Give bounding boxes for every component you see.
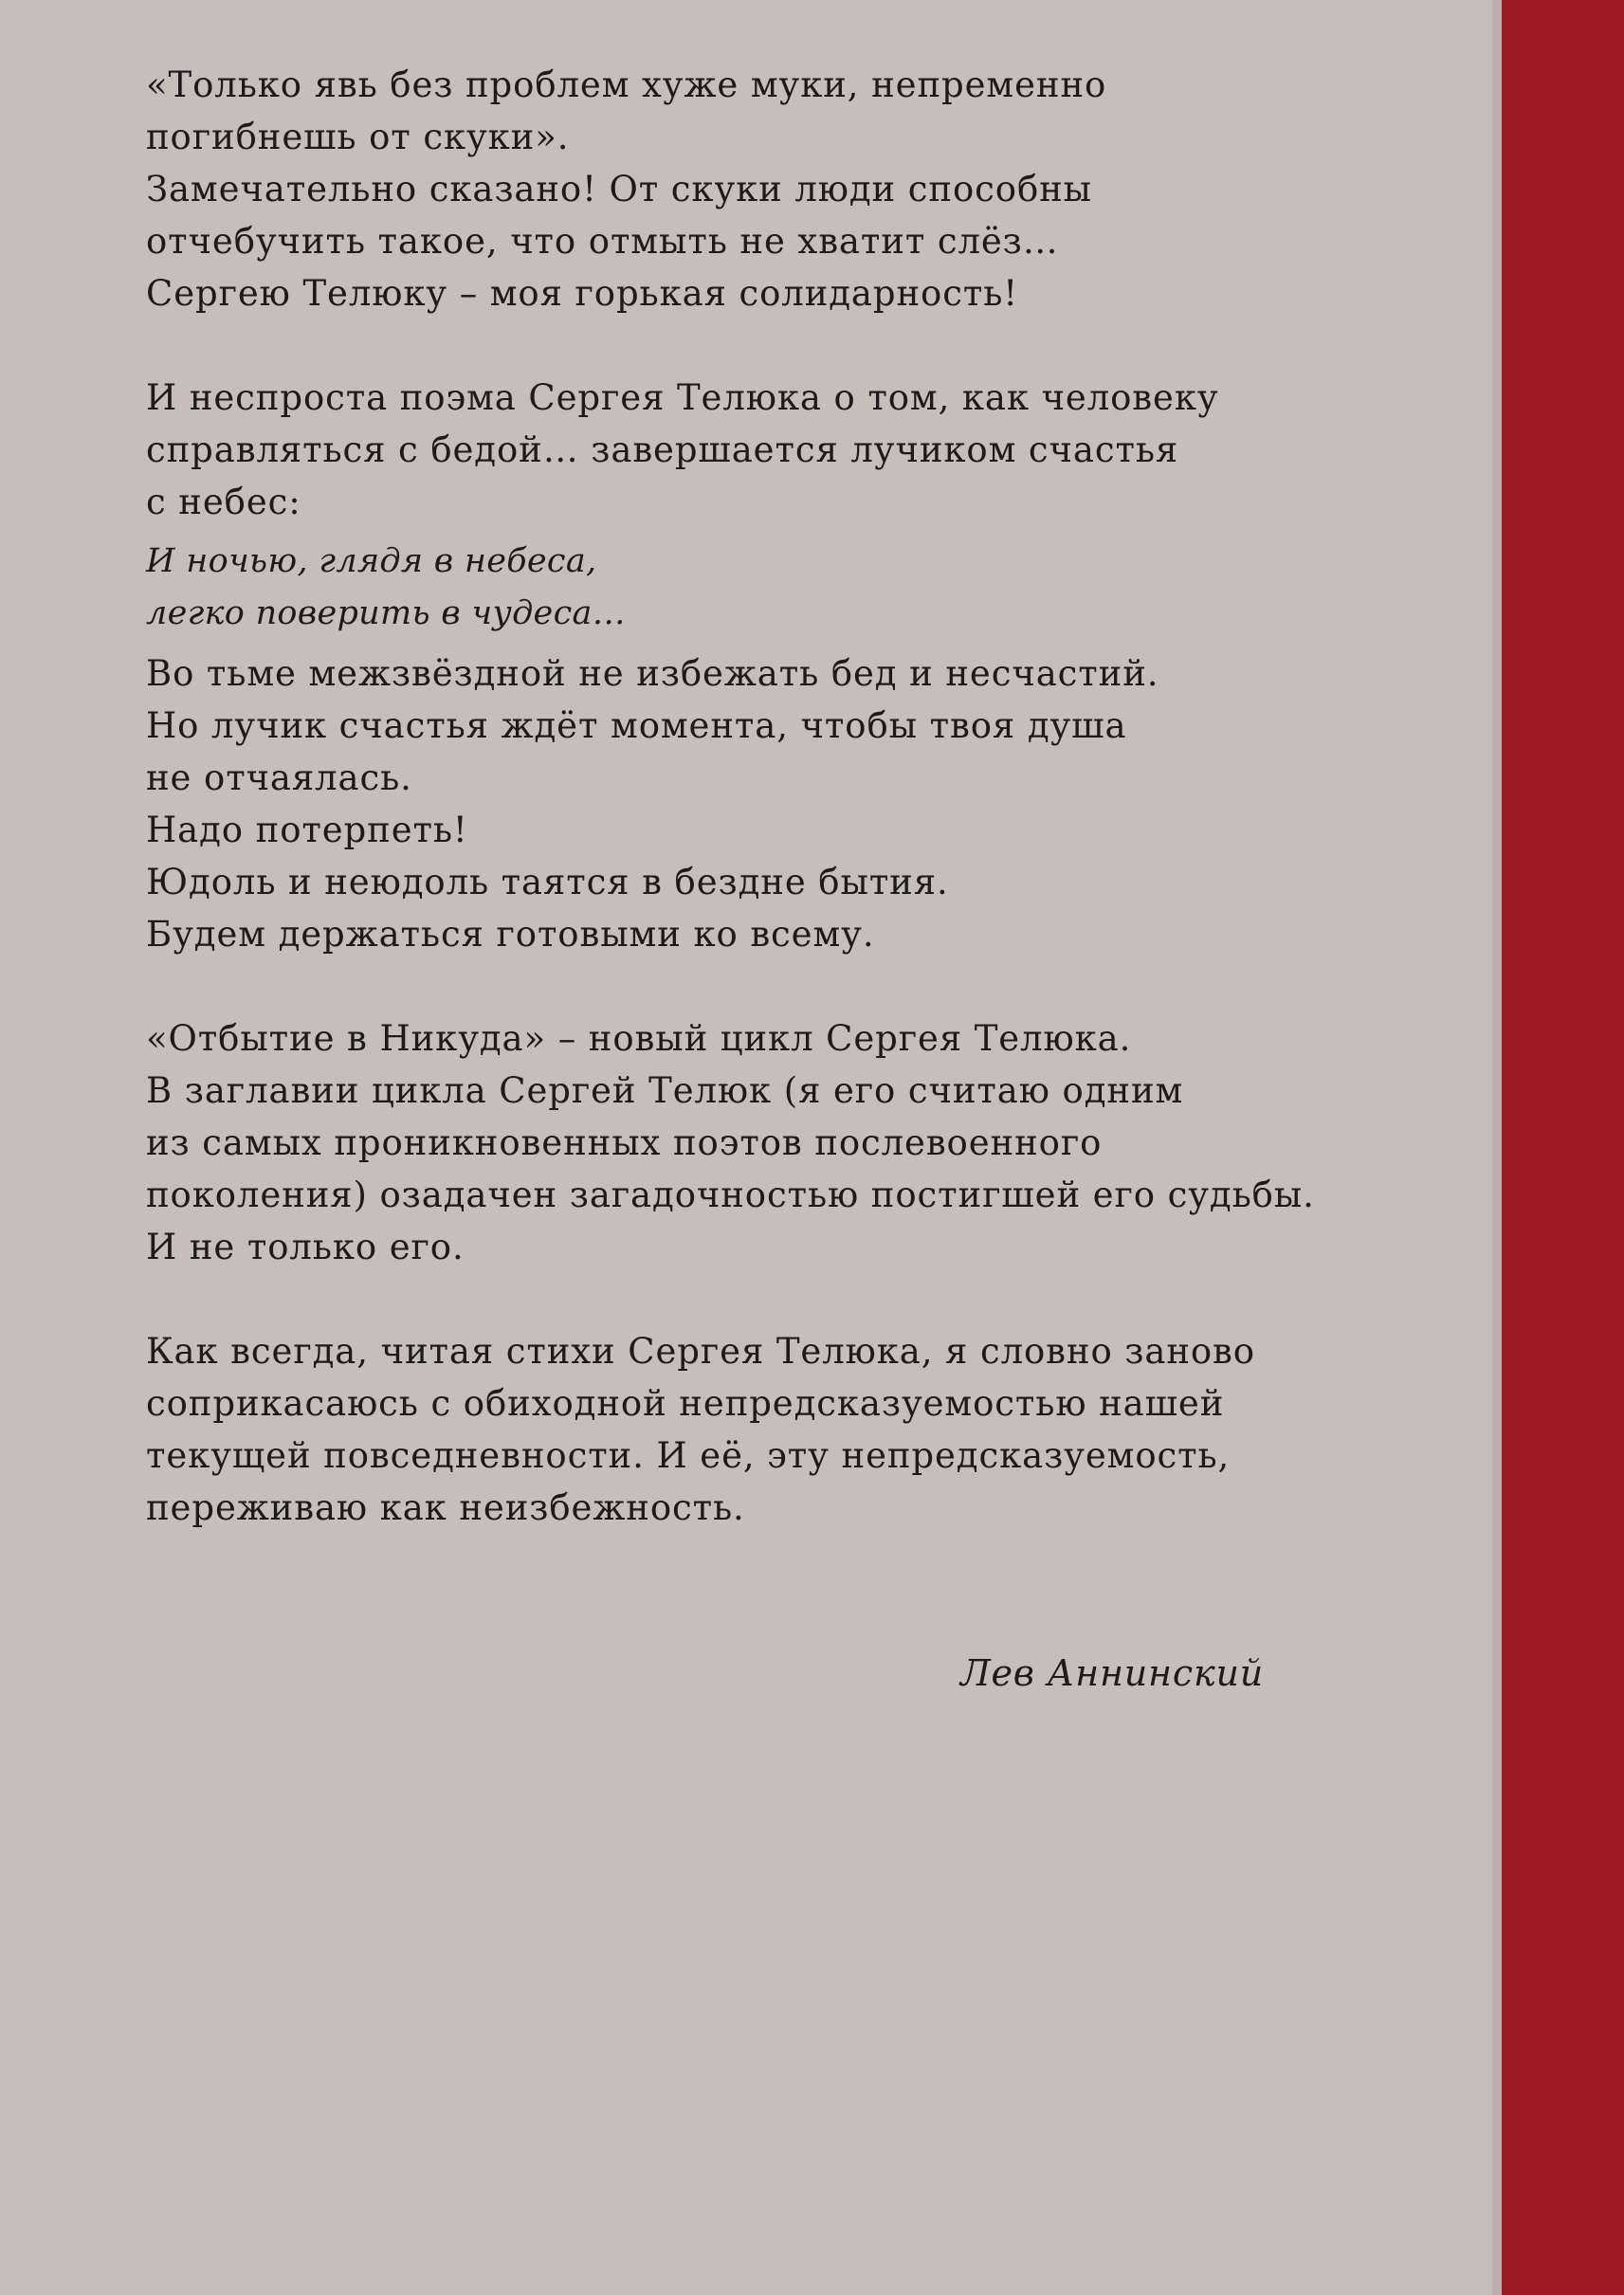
- text-line: Во тьме межзвёздной не избежать бед и несчастий.: [146, 653, 1159, 694]
- article-text: [146, 59, 1397, 1534]
- text-line: с небес:: [146, 482, 301, 522]
- author-signature: Лев Аннинский: [959, 1652, 1264, 1694]
- text-line: переживаю как неизбежность.: [146, 1487, 745, 1528]
- text-line: Но лучик счастья ждёт момента, чтобы твоя душа: [146, 705, 1127, 746]
- text-line: поколения) озадачен загадочностью постигшей его судьбы.: [146, 1175, 1315, 1215]
- paragraph-3: [146, 647, 1397, 960]
- verse-line: И ночью, глядя в небеса,: [146, 542, 597, 580]
- text-line: из самых проникновенных поэтов послевоенного: [146, 1122, 1103, 1163]
- verse-line: легко поверить в чудеса…: [146, 594, 626, 632]
- text-line: Надо потерпеть!: [146, 810, 468, 850]
- paragraph-spacer: [146, 319, 1397, 372]
- text-line: соприкасаюсь с обиходной непредсказуемостью нашей: [146, 1383, 1225, 1424]
- text-line: погибнешь от скуки».: [146, 117, 570, 157]
- paragraph-1: [146, 59, 1397, 319]
- verse-quote: [146, 536, 1397, 640]
- text-line: Как всегда, читая стихи Сергея Телюка, я словно заново: [146, 1331, 1255, 1372]
- book-spine: [1502, 0, 1624, 2295]
- paragraph-4: [146, 1012, 1397, 1273]
- text-line: «Только явь без проблем хуже муки, непременно: [146, 64, 1107, 105]
- text-line: И неспроста поэма Сергея Телюка о том, как человеку: [146, 377, 1219, 418]
- paragraph-spacer: [146, 960, 1397, 1012]
- page-edge: [1492, 0, 1502, 2295]
- text-line: Сергею Телюку – моя горькая солидарность!: [146, 273, 1019, 314]
- text-line: текущей повседневности. И её, эту непредсказуемость,: [146, 1435, 1231, 1476]
- text-line: не отчаялась.: [146, 757, 412, 798]
- text-line: отчебучить такое, что отмыть не хватит слёз…: [146, 221, 1059, 262]
- text-line: «Отбытие в Никуда» – новый цикл Сергея Телюка.: [146, 1018, 1132, 1059]
- text-line: В заглавии цикла Сергей Телюк (я его считаю одним: [146, 1070, 1184, 1111]
- text-line: Юдоль и неюдоль таятся в бездне бытия.: [146, 862, 949, 902]
- paragraph-2: [146, 372, 1397, 528]
- text-line: справляться с бедой… завершается лучиком счастья: [146, 429, 1179, 470]
- paragraph-5: [146, 1325, 1397, 1534]
- paragraph-spacer: [146, 1273, 1397, 1325]
- text-line: И не только его.: [146, 1227, 465, 1267]
- text-line: Будем держаться готовыми ко всему.: [146, 914, 875, 955]
- text-line: Замечательно сказано! От скуки люди способны: [146, 169, 1093, 209]
